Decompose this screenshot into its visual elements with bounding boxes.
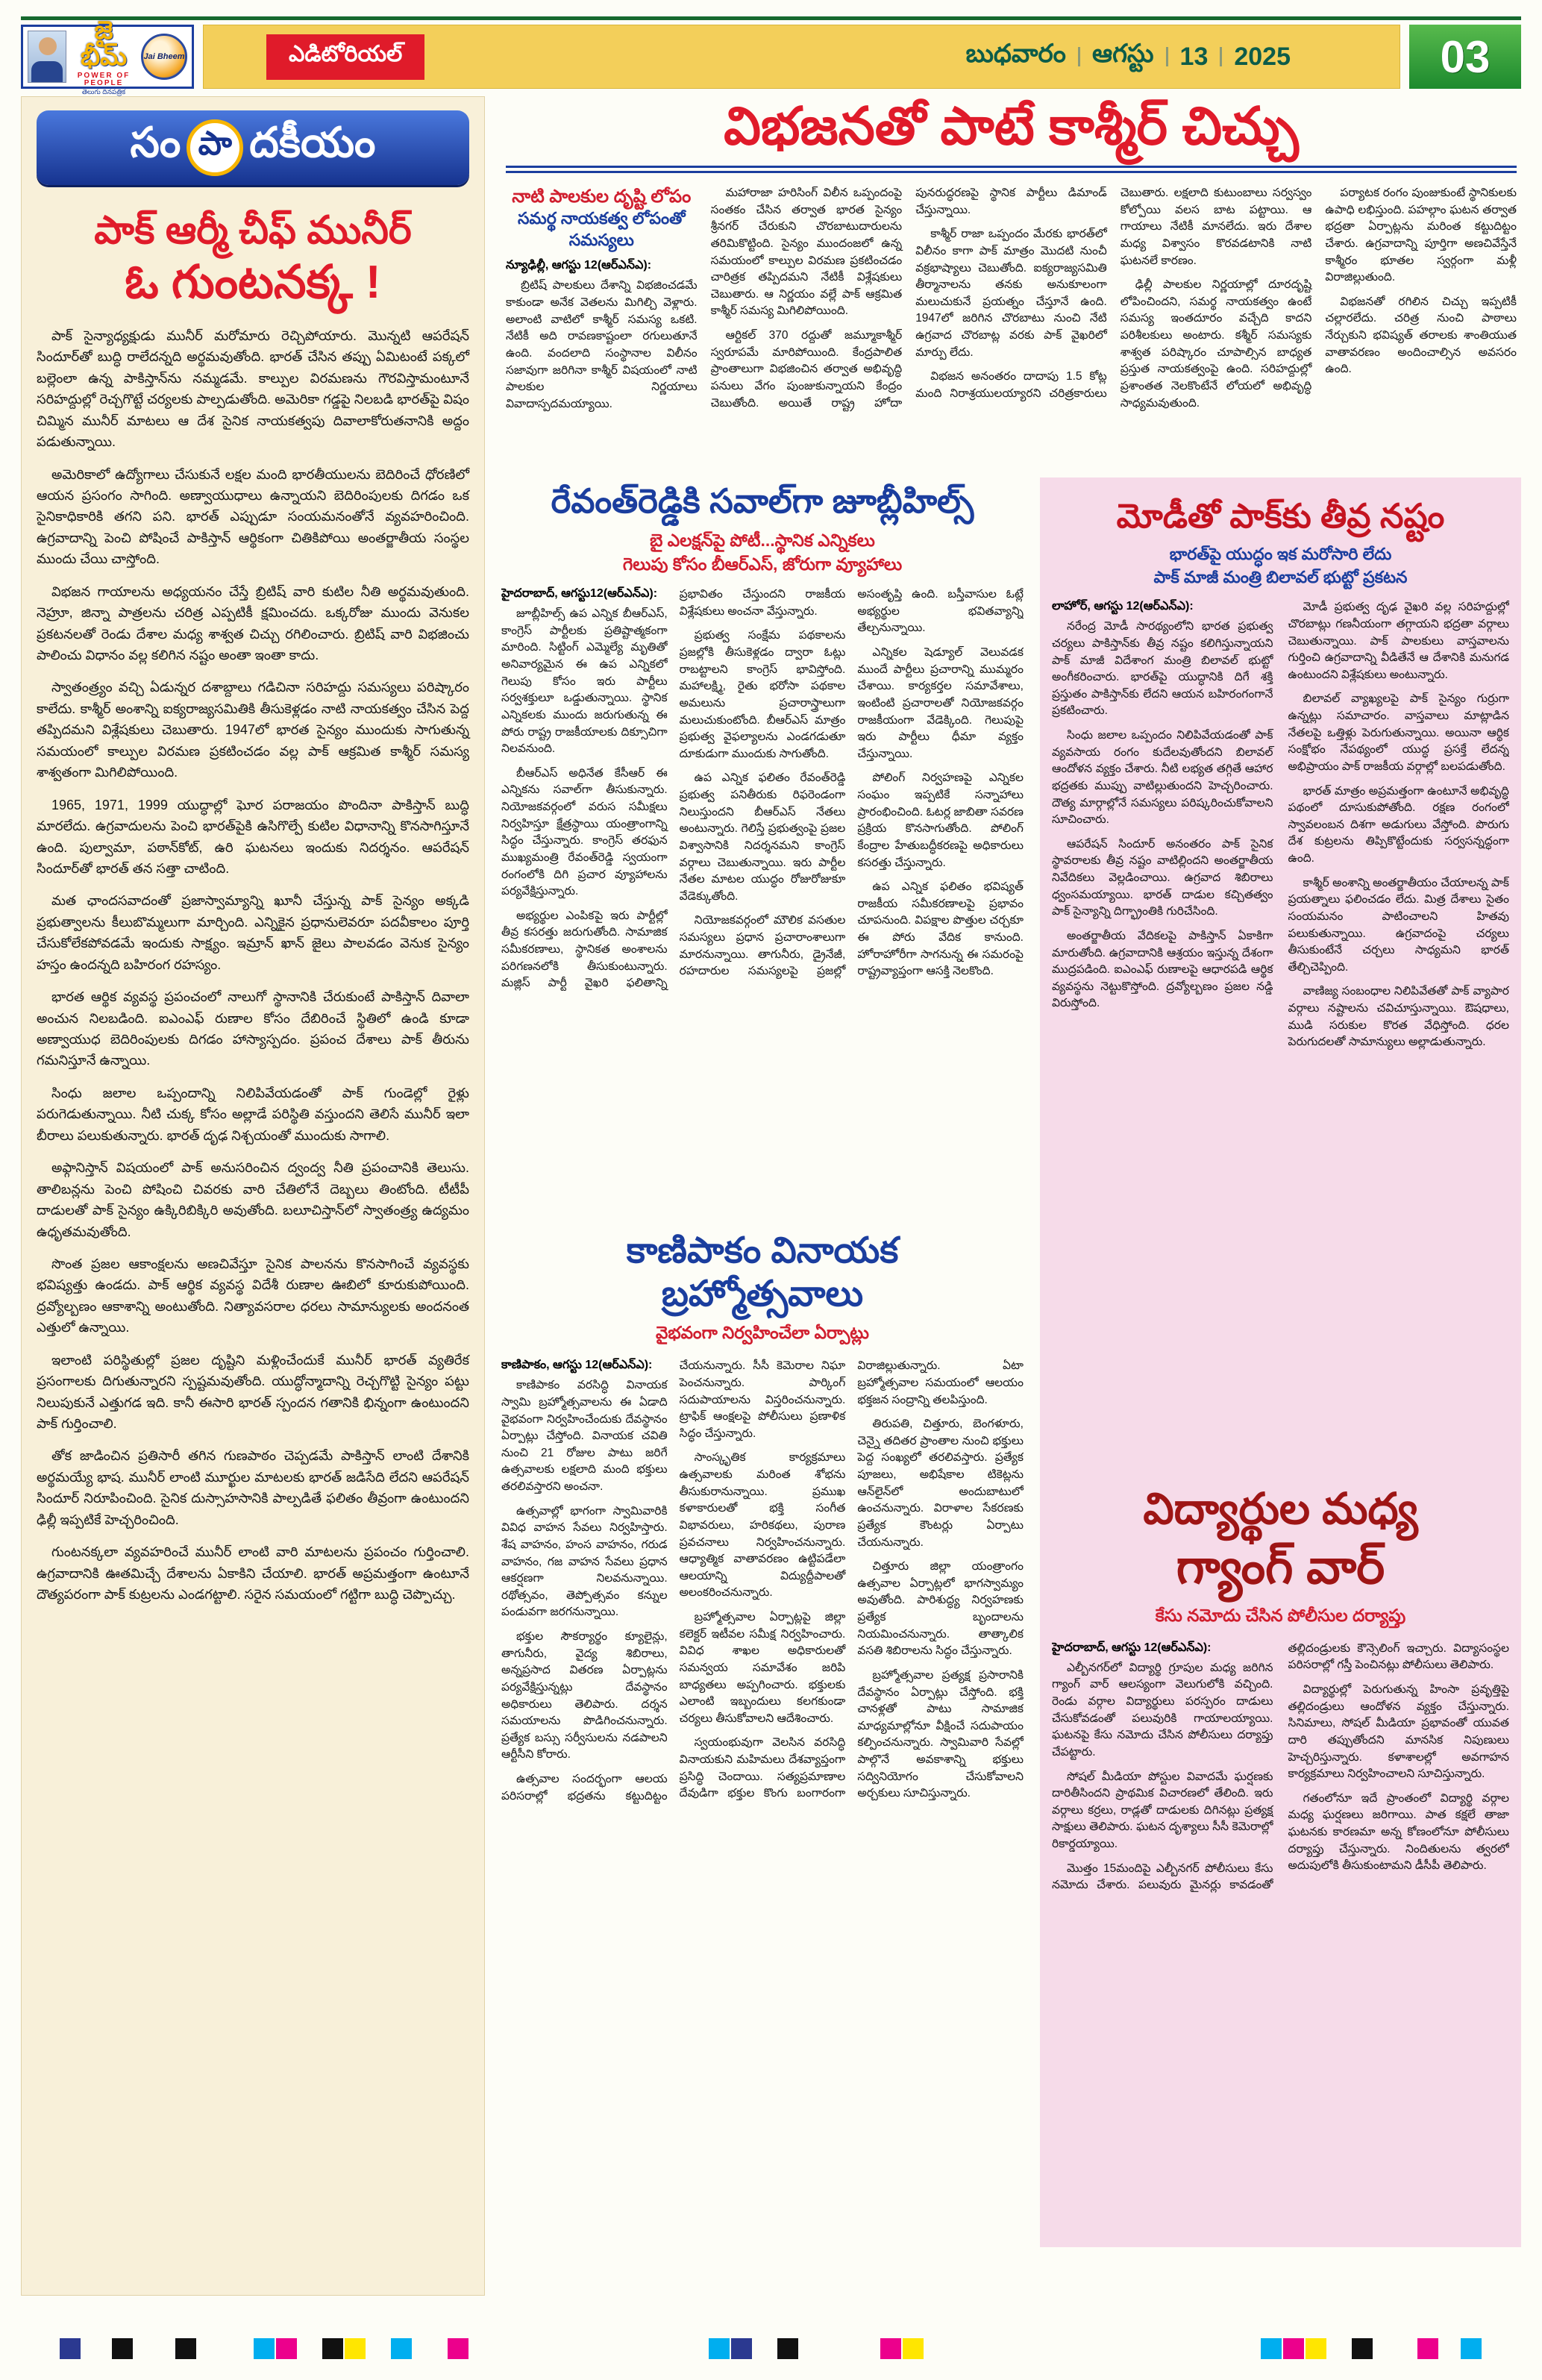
lower-sections	[501, 477, 1521, 2247]
jubilee-subhead	[501, 528, 1024, 576]
article-paragraph: పాక్ సైన్యాధ్యక్షుడు మునీర్ మరోమారు రెచ్చిపోయారు. మొన్నటి ఆపరేషన్ సిందూర్‌తో బుద్ధి రాలేదన్నది అర్థమవుతోంది. భారత్ చేసిన తప్పు ఏమిటంటే పక్కలో బల్లెంలా ఉన్న పాకిస్తాన్‌ను నమ్మడమే. కాల్పుల విరమణను గౌరవిస్తామంటూనే సరిహద్దుల్లో రెచ్చగొట్టే చర్యలకు పాల్పడుతోంది. అమెరికా గడ్డపై నిలబడి భారత్‌పై విషం చిమ్మిన మునీర్ మాటలు ఆ దేశ సైనిక నాయకత్వపు దివాలాకోరుతనానికి అద్దం పడుతున్నాయి.	[37, 328, 469, 450]
registration-mark	[1306, 2338, 1326, 2359]
registration-strip	[0, 2338, 1542, 2361]
modi-subhead-line2: పాక్ మాజీ మంత్రి బిలావల్ భుట్టో ప్రకటన	[1153, 567, 1408, 586]
jubilee-headline: రేవంత్‌రెడ్డికి సవాల్‌గా జూబ్లీహిల్స్	[551, 482, 974, 520]
article-paragraph: సాంస్కృతిక కార్యక్రమాలు ఉత్సవాలకు మరింత శోభను తీసుకురానున్నాయి. ప్రముఖ కళాకారులతో భక్తి సంగీత విభావరులు, హరికథలు, పురాణ ప్రవచనాలు నిర్వహించనున్నారు. ఆధ్యాత్మిక వాతావరణం ఉట్టిపడేలా ఆలయాన్ని విద్యుద్దీపాలతో అలంకరించనున్నారు.	[679, 1451, 846, 1600]
registration-mark	[322, 2338, 343, 2359]
article-paragraph: ప్రభుత్వ సంక్షేమ పథకాలను ప్రజల్లోకి తీసుకెళ్లడం ద్వారా ఓట్లు రాబట్టాలని కాంగ్రెస్ భావిస్తోంది. మహాలక్ష్మి, రైతు భరోసా పథకాల అమలును ప్రచారాస్త్రాలుగా మలుచుకుంటోంది. బీఆర్ఎస్ మాత్రం ప్రభుత్వ వైఫల్యాలను ఎండగడుతూ దూకుడుగా ముందుకు సాగుతోంది.	[679, 629, 846, 760]
masthead-logo	[21, 16, 194, 95]
article-paragraph: భారత ఆర్థిక వ్యవస్థ ప్రపంచంలో నాలుగో స్థానానికి చేరుకుంటే పాకిస్తాన్ దివాలా అంచున నిలబడింది. ఐఎంఎఫ్ రుణాల కోసం దేబిరించే స్థితిలో ఉండి కూడా అణ్వాయుధ బెదిరింపులకు దిగడం హాస్యాస్పదం. ప్రపంచ దేశాలు పాక్ తీరును గమనిస్తూనే ఉన్నాయి.	[37, 989, 469, 1068]
registration-mark	[903, 2338, 924, 2359]
kashmir-headline: విభజనతో పాటే కాశ్మీర్ చిచ్చు	[506, 98, 1517, 173]
article-paragraph: స్వాతంత్ర్యం వచ్చి ఏడున్నర దశాబ్దాలు గడిచినా సరిహద్దు సమస్యలు పరిష్కారం కాలేదు. కాశ్మీర్ అంశాన్ని ఐక్యరాజ్యసమితికి తీసుకెళ్లడం నాటి నాయకత్వం చేసిన పెద్ద తప్పిదమని విశ్లేషకులు చెబుతారు. 1947లో భారత సైన్యం ముందుకు సాగుతున్న సమయంలో కాల్పుల విరమణ ప్రకటించడం వల్ల పాక్ ఆక్రమిత కాశ్మీర్ సమస్య శాశ్వతంగా మిగిలిపోయింది.	[37, 680, 469, 780]
date-separator	[1078, 47, 1080, 66]
registration-mark	[1283, 2338, 1304, 2359]
article-paragraph: పోలింగ్ నిర్వహణపై ఎన్నికల సంఘం ఇప్పటికే సన్నాహాలు ప్రారంభించింది. ఓటర్ల జాబితా సవరణ ప్రక్రియ కొనసాగుతోంది. పోలింగ్ కేంద్రాల హేతుబద్ధీకరణపై అధికారులు కసరత్తు చేస్తున్నారు.	[857, 771, 1024, 869]
registration-mark	[777, 2338, 798, 2359]
kanipakam-headline-line1: కాణిపాకం వినాయక	[626, 1231, 899, 1271]
article-paragraph: అంతర్జాతీయ వేదికలపై పాకిస్తాన్ ఏకాకిగా మారుతోంది. ఉగ్రవాదానికి ఆశ్రయం ఇస్తున్న దేశంగా ముద్రపడింది. ఐఎంఎఫ్ రుణాలపై ఆధారపడి ఆర్థిక వ్యవస్థను నెట్టుకొస్తోంది. ద్రవ్యోల్బణం ప్రజల నడ్డి విరుస్తోంది.	[1052, 929, 1273, 1010]
kanipakam-headline	[501, 1230, 1024, 1315]
article-paragraph: అభ్యర్థుల ఎంపికపై ఇరు పార్టీల్లో తీవ్ర కసరత్తు జరుగుతోంది. సామాజిక సమీకరణాలు, స్థానికత అంశాలను పరిగణనలోకి తీసుకుంటున్నారు. మజ్లిస్ పార్టీ వైఖరి ఫలితాన్ని ప్రభావితం చేస్తుందని రాజకీయ విశ్లేషకులు అంచనా వేస్తున్నారు.	[501, 588, 846, 990]
editorial-masthead-circle: పా	[187, 119, 243, 176]
editorial-headline-line2: ఓ గుంటనక్క !	[125, 257, 381, 309]
date-weekday: బుధవారం	[965, 39, 1066, 68]
article-paragraph: ఢిల్లీ పాలకుల నిర్ణయాల్లో దూరదృష్టి లోపించిందని, సమర్థ నాయకత్వం ఉంటే సమస్య ఇంతదూరం వచ్చేది కాదని పరిశీలకులు అంటారు. కశ్మీర్ సమస్యకు శాశ్వత పరిష్కారం చూపాల్సిన బాధ్యత ప్రస్తుత నాయకత్వంపై ఉంది. సరిహద్దుల్లో ప్రశాంతత నెలకొంటేనే లోయలో అభివృద్ధి సాధ్యమవుతుంది.	[1120, 278, 1312, 410]
kashmir-article-body	[506, 185, 1517, 463]
kanipakam-subhead: వైభవంగా నిర్వహించేలా ఏర్పాట్లు	[655, 1323, 870, 1343]
article-paragraph: నియోజకవర్గంలో మౌలిక వసతుల సమస్యలు ప్రధాన ప్రచారాంశాలుగా మారనున్నాయి. తాగునీరు, డ్రైనేజీ, రహదారుల సమస్యలపై ప్రజల్లో అసంతృప్తి ఉంది. బస్తీవాసుల ఓట్లే అభ్యర్థుల భవితవ్యాన్ని తేల్చనున్నాయి.	[679, 588, 1024, 978]
kanipakam-article	[501, 1230, 1024, 2210]
registration-mark	[345, 2338, 366, 2359]
article-paragraph: 1965, 1971, 1999 యుద్ధాల్లో ఘోర పరాజయం పొందినా పాకిస్తాన్ బుద్ధి మారలేదు. ఉగ్రవాదులను పెంచి భారత్‌పైకి ఉసిగొల్పే కుటిల విధానాన్ని కొనసాగిస్తూనే ఉంది. పుల్వామా, పఠాన్‌కోట్, ఉరి ఘటనలు ఇందుకు నిదర్శనం. ఆపరేషన్ సిందూర్‌తో భారత్ తన సత్తా చాటింది.	[37, 797, 469, 876]
date-separator	[1220, 47, 1222, 66]
page-header	[21, 16, 1521, 95]
article-paragraph: భక్తుల సౌకర్యార్థం క్యూలైన్లు, తాగునీరు, వైద్య శిబిరాలు, అన్నప్రసాద వితరణ ఏర్పాట్లను పర్యవేక్షిస్తున్నట్లు దేవస్థానం అధికారులు తెలిపారు. దర్శన సమయాలను పొడిగించనున్నారు. ప్రత్యేక బస్సు సర్వీసులను నడపాలని ఆర్టీసీని కోరారు.	[501, 1630, 668, 1761]
registration-mark	[276, 2338, 297, 2359]
editorial-masthead	[37, 110, 469, 185]
main-articles	[501, 96, 1521, 2296]
logo-text-block	[71, 18, 137, 96]
editorial-headline-line1: పాక్ ఆర్మీ చీఫ్ మునీర్	[94, 209, 412, 252]
kashmir-dateline: న్యూఢిల్లీ, ఆగస్టు 12(ఆర్‌ఎన్‌ఎ):	[506, 259, 652, 272]
date-month: ఆగస్టు	[1091, 39, 1154, 68]
article-paragraph: బ్రహ్మోత్సవాల ప్రత్యక్ష ప్రసారానికి దేవస్థానం ఏర్పాట్లు చేస్తోంది. భక్తి చానళ్లతో పాటు సామాజిక మాధ్యమాల్లోనూ వీక్షించే సదుపాయం కల్పించనున్నారు. స్వామివారి సేవల్లో పాల్గొనే అవకాశాన్ని భక్తులు సద్వినియోగం చేసుకోవాలని అర్చకులు సూచిస్తున్నారు.	[857, 1668, 1024, 1800]
article-paragraph: సొంత ప్రజల ఆకాంక్షలను అణచివేస్తూ సైనిక పాలనను కొనసాగించే వ్యవస్థకు భవిష్యత్తు ఉండదు. పాక్ ఆర్థిక వ్యవస్థ విదేశీ రుణాల ఊబిలో కూరుకుపోయింది. ద్రవ్యోల్బణం ఆకాశాన్ని అంటుతోంది. నిత్యావసరాల ధరలు సామాన్యులకు అందనంత ఎత్తులో ఉన్నాయి.	[37, 1256, 469, 1335]
kashmir-subhead-line2: సమర్థ నాయకత్వ లోపంతో సమస్యలు	[517, 209, 686, 249]
editorial-column	[21, 96, 485, 2296]
modi-dateline: లాహోర్, ఆగస్టు 12(ఆర్‌ఎన్‌ఎ):	[1052, 600, 1194, 613]
article-paragraph: స్వయంభువుగా వెలసిన వరసిద్ధి వినాయకుని మహిమలు దేశవ్యాప్తంగా ప్రసిద్ధి చెందాయి. సత్యప్రమాణాల దేవుడిగా భక్తుల కొంగు బంగారంగా విరాజిల్లుతున్నారు. ఏటా బ్రహ్మోత్సవాల సమయంలో ఆలయం భక్తజన సంద్రాన్ని తలపిస్తుంది.	[679, 1359, 1024, 1800]
registration-mark	[60, 2338, 81, 2359]
date-year: 2025	[1234, 42, 1291, 71]
date-separator	[1166, 47, 1168, 66]
article-paragraph: విభజన అనంతరం దాదాపు 1.5 కోట్ల మంది నిరాశ్రయులయ్యారని చరిత్రకారులు చెబుతారు. లక్షలాది కుటుంబాలు సర్వస్వం కోల్పోయి వలస బాట పట్టాయి. ఆ గాయాలు నేటికీ మానలేదు. ఇరు దేశాల మధ్య విశ్వాసం కొరవడటానికి నాటి ఘటనలే కారణం.	[915, 187, 1312, 400]
article-paragraph: మొత్తం 15మందిపై ఎల్బీనగర్ పోలీసులు కేసు నమోదు చేశారు. పలువురు మైనర్లు కావడంతో తల్లిదండ్రులకు కౌన్సెలింగ్ ఇచ్చారు. విద్యాసంస్థల పరిసరాల్లో గస్తీ పెంచినట్లు పోలీసులు తెలిపారు.	[1052, 1641, 1509, 1892]
kashmir-subhead-line1: నాటి పాలకుల దృష్టి లోపం	[512, 187, 692, 207]
article-paragraph: తోక జాడించిన ప్రతిసారీ తగిన గుణపాఠం చెప్పడమే పాకిస్తాన్ లాంటి దేశానికి అర్థమయ్యే భాష. మునీర్ లాంటి మూర్ఖుల మాటలకు భారత్ జడిసేది లేదని ఆపరేషన్ సిందూర్ నిరూపించింది. సైనిక దుస్సాహసానికి పాల్పడితే ఫలితం తీవ్రంగా ఉంటుందని ఢిల్లీ ఇప్పటికే హెచ్చరించింది.	[37, 1448, 469, 1527]
article-paragraph: ఆర్టికల్ 370 రద్దుతో జమ్మూకాశ్మీర్ స్వరూపమే మారిపోయింది. కేంద్రపాలిత ప్రాంతాలుగా విభజించిన తర్వాత అభివృద్ధి పనులు వేగం పుంజుకున్నాయని కేంద్రం చెబుతోంది. అయితే రాష్ట్ర హోదా పునరుద్ధరణపై స్థానిక పార్టీలు డిమాండ్ చేస్తున్నాయి.	[710, 187, 1107, 410]
article-paragraph: సింధు జలాల ఒప్పందాన్ని నిలిపివేయడంతో పాక్ గుండెల్లో రైళ్లు పరుగెడుతున్నాయి. నీటి చుక్క కోసం అల్లాడే పరిస్థితి వస్తుందని తెలిసే మునీర్ ఇలా బీరాలు పలుకుతున్నారు. భారత్ దృఢ నిశ్చయంతో ముందుకు సాగాలి.	[37, 1085, 469, 1143]
registration-mark	[1461, 2338, 1482, 2359]
page-number-badge: 03	[1409, 25, 1521, 89]
article-paragraph: గతంలోనూ ఇదే ప్రాంతంలో విద్యార్థి వర్గాల మధ్య ఘర్షణలు జరిగాయి. పాత కక్షలే తాజా ఘటనకు కారణమా అన్న కోణంలోనూ పోలీసులు దర్యాప్తు చేస్తున్నారు. నిందితులను త్వరలో అదుపులోకి తీసుకుంటామని డీసీపీ తెలిపారు.	[1288, 1791, 1509, 1873]
article-paragraph: చిత్తూరు జిల్లా యంత్రాంగం ఉత్సవాల ఏర్పాట్లలో భాగస్వామ్యం అవుతోంది. పారిశుద్ధ్య నిర్వహణకు ప్రత్యేక బృందాలను నియమించనున్నారు. తాత్కాలిక వసతి శిబిరాలను సిద్ధం చేస్తున్నారు.	[857, 1560, 1024, 1658]
registration-mark	[1417, 2338, 1438, 2359]
gangwar-headline-line2: గ్యాంగ్ వార్	[1176, 1539, 1385, 1594]
article-paragraph: ఉప ఎన్నిక ఫలితం భవిష్యత్ రాజకీయ సమీకరణాలపై ప్రభావం చూపనుంది. విపక్షాల పొత్తుల చర్చకూ ఈ పోరు వేదిక కానుంది. హోరాహోరీగా సాగనున్న ఈ సమరంపై రాష్ట్రవ్యాప్తంగా ఆసక్తి నెలకొంది.	[857, 880, 1024, 978]
article-paragraph: ఉత్సవాల సందర్భంగా ఆలయ పరిసరాల్లో భద్రతను కట్టుదిట్టం చేయనున్నారు. సీసీ కెమెరాల నిఘా పెంచనున్నారు. పార్కింగ్ సదుపాయాలను విస్తరించనున్నారు. ట్రాఫిక్ ఆంక్షలపై పోలీసులు ప్రణాళిక సిద్ధం చేస్తున్నారు.	[501, 1359, 846, 1803]
jubilee-article	[501, 482, 1024, 1207]
modi-headline: మోడీతో పాక్‌కు తీవ్ర నష్టం	[1116, 497, 1445, 535]
article-paragraph: భారత్ మాత్రం అప్రమత్తంగా ఉంటూనే అభివృద్ధి పథంలో దూసుకుపోతోంది. రక్షణ రంగంలో స్వావలంబన దిశగా అడుగులు వేస్తోంది. పొరుగు దేశ కుట్రలను తిప్పికొట్టేందుకు సర్వసన్నద్ధంగా ఉంది.	[1288, 784, 1509, 865]
gangwar-headline	[1052, 1482, 1509, 1597]
article-paragraph: ఎన్నికల షెడ్యూల్ వెలువడక ముందే పార్టీలు ప్రచారాన్ని ముమ్మరం చేశాయి. కార్యకర్తల సమావేశాలు, ఇంటింటి ప్రచారాలతో నియోజకవర్గం రాజకీయంగా వేడెక్కింది. గెలుపుపై ఇరు పార్టీలు ధీమా వ్యక్తం చేస్తున్నాయి.	[857, 646, 1024, 760]
article-paragraph: కాణిపాకం వరసిద్ధి వినాయక స్వామి బ్రహ్మోత్సవాలను ఈ ఏడాది వైభవంగా నిర్వహించేందుకు దేవస్థానం ఏర్పాట్లు చేస్తోంది. వినాయక చవితి నుంచి 21 రోజుల పాటు జరిగే ఉత్సవాలకు లక్షలాది మంది భక్తులు తరలివస్తారని అంచనా.	[501, 1379, 668, 1494]
editorial-body	[37, 325, 469, 1606]
middle-column	[501, 477, 1024, 2247]
article-paragraph: తిరుపతి, చిత్తూరు, బెంగళూరు, చెన్నై తదితర ప్రాంతాల నుంచి భక్తులు పెద్ద సంఖ్యలో తరలివస్తారు. ప్రత్యేక పూజలు, అభిషేకాల టికెట్లను ఆన్‌లైన్‌లో అందుబాటులో ఉంచనున్నారు. విరాళాల సేకరణకు ప్రత్యేక కౌంటర్లు ఏర్పాటు చేయనున్నారు.	[857, 1418, 1024, 1549]
jubilee-dateline: హైదరాబాద్, ఆగస్టు12(ఆర్‌ఎన్‌ఎ):	[501, 587, 658, 601]
article-paragraph: ఉత్సవాల్లో భాగంగా స్వామివారికి వివిధ వాహన సేవలు నిర్వహిస్తారు. శేష వాహనం, హంస వాహనం, గరుడ వాహనం, గజ వాహన సేవలు ప్రధాన ఆకర్షణగా నిలవనున్నాయి. రథోత్సవం, తెప్పోత్సవం కన్నుల పండువగా జరగనున్నాయి.	[501, 1504, 668, 1619]
article-paragraph: బ్రహ్మోత్సవాల ఏర్పాట్లపై జిల్లా కలెక్టర్ ఇటీవల సమీక్ష నిర్వహించారు. వివిధ శాఖల అధికారులతో సమన్వయ సమావేశం జరిపి బాధ్యతలు అప్పగించారు. భక్తులకు ఎలాంటి ఇబ్బందులు కలగకుండా చర్యలు తీసుకోవాలని ఆదేశించారు.	[679, 1611, 846, 1725]
article-paragraph: మోడీ ప్రభుత్వ దృఢ వైఖరి వల్ల సరిహద్దుల్లో చొరబాట్లు గణనీయంగా తగ్గాయని భద్రతా వర్గాలు చెబుతున్నాయి. పాక్ పాలకులు వాస్తవాలను గుర్తించి ఉగ్రవాదాన్ని వీడితేనే ఆ దేశానికి మనుగడ ఉంటుందని విశ్లేషకులు అంటున్నారు.	[1288, 601, 1509, 681]
date-day: 13	[1179, 42, 1209, 71]
article-paragraph: సింధు జలాల ఒప్పందం నిలిపివేయడంతో పాక్ వ్యవసాయ రంగం కుదేలవుతోందని బిలావల్ ఆందోళన వ్యక్తం చేశారు. నీటి లభ్యత తగ్గితే ఆహార భద్రతకు ముప్పు వాటిల్లుతుందని హెచ్చరించారు. దౌత్య మార్గాల్లోనే సమస్యలు పరిష్కరించుకోవాలని సూచించారు.	[1052, 729, 1273, 827]
registration-mark	[112, 2338, 133, 2359]
header-band	[203, 25, 1400, 89]
article-paragraph: సోషల్ మీడియా పోస్టుల వివాదమే ఘర్షణకు దారితీసిందని ప్రాథమిక విచారణలో తేలింది. ఇరు వర్గాలు కర్రలు, రాడ్లతో దాడులకు దిగినట్లు ప్రత్యక్ష సాక్షులు తెలిపారు. ఘటన దృశ్యాలు సీసీ కెమెరాల్లో రికార్డయ్యాయి.	[1052, 1770, 1273, 1851]
article-paragraph: ఎల్బీనగర్‌లో విద్యార్థి గ్రూపుల మధ్య జరిగిన గ్యాంగ్ వార్ ఆలస్యంగా వెలుగులోకి వచ్చింది. రెండు వర్గాల విద్యార్థులు పరస్పరం దాడులు చేసుకోవడంతో పలువురికి గాయాలయ్యాయి. ఘటనపై కేసు నమోదు చేసిన పోలీసులు దర్యాప్తు చేపట్టారు.	[1052, 1661, 1273, 1759]
ambedkar-photo	[28, 31, 66, 83]
jubilee-subhead-line1: బై ఎలక్షన్‌పై పోటీ...స్థానిక ఎన్నికలు	[650, 530, 875, 550]
article-paragraph: బీఆర్ఎస్ అధినేత కేసీఆర్ ఈ ఎన్నికను సవాల్‌గా తీసుకున్నారు. నియోజకవర్గంలో వరుస సమీక్షలు నిర్వహిస్తూ క్షేత్రస్థాయి యంత్రాంగాన్ని సిద్ధం చేస్తున్నారు. కాంగ్రెస్ తరఫున ముఖ్యమంత్రి రేవంత్‌రెడ్డి స్వయంగా రంగంలోకి దిగి ప్రచార వ్యూహాలను పర్యవేక్షిస్తున్నారు.	[501, 766, 668, 898]
article-paragraph: నరేంద్ర మోడీ సారథ్యంలోని భారత ప్రభుత్వ చర్యలు పాకిస్తాన్‌కు తీవ్ర నష్టం కలిగిస్తున్నాయని పాక్ మాజీ విదేశాంగ మంత్రి బిలావల్ భుట్టో అంగీకరించారు. భారత్‌పై యుద్ధానికి దిగే శక్తి ప్రస్తుతం పాకిస్తాన్‌కు లేదని ఆయన బహిరంగంగానే ప్రకటించారు.	[1052, 620, 1273, 718]
article-paragraph: కాశ్మీర్ అంశాన్ని అంతర్జాతీయం చేయాలన్న పాక్ ప్రయత్నాలు ఫలించడం లేదు. మిత్ర దేశాలు సైతం సంయమనం పాటించాలని హితవు పలుకుతున్నాయి. ఉగ్రవాదంపై చర్యలు తీసుకుంటేనే చర్చలు సాధ్యమని భారత్ తేల్చిచెప్పింది.	[1288, 876, 1509, 974]
article-paragraph: కాశ్మీర్ రాజా ఒప్పందం మేరకు భారత్‌లో విలీనం కాగా పాక్ మాత్రం మొదటి నుంచీ వక్రభాష్యాలు చెబుతోంది. ఐక్యరాజ్యసమితి తీర్మానాలను తనకు అనుకూలంగా మలుచుకునే ప్రయత్నం చేస్తూనే ఉంది. 1947లో జరిగిన చొరబాటు నుంచి నేటి ఉగ్రవాద చొరబాట్ల వరకు పాక్ వైఖరిలో మార్పు లేదు.	[915, 228, 1107, 359]
article-paragraph: జూబ్లీహిల్స్ ఉప ఎన్నిక బీఆర్ఎస్, కాంగ్రెస్ పార్టీలకు ప్రతిష్టాత్మకంగా మారింది. సిట్టింగ్ ఎమ్మెల్యే మృతితో అనివార్యమైన ఈ ఉప ఎన్నికలో గెలుపు కోసం ఇరు పార్టీలు సర్వశక్తులూ ఒడ్డుతున్నాయి. స్థానిక ఎన్నికలకు ముందు జరుగుతున్న ఈ పోరు రాష్ట్ర రాజకీయాలకు దిక్సూచిగా నిలవనుంది.	[501, 607, 668, 756]
registration-mark	[175, 2338, 196, 2359]
editorial-headline	[37, 207, 469, 312]
article-paragraph: వాణిజ్య సంబంధాల నిలిపివేతతో పాక్ వ్యాపార వర్గాలు నష్టాలను చవిచూస్తున్నాయి. ఔషధాలు, ముడి సరుకుల కొరత వేధిస్తోంది. ధరల పెరుగుదలతో సామాన్యులు అల్లాడుతున్నారు.	[1288, 985, 1509, 1049]
article-paragraph: మత ఛాందసవాదంతో ప్రజాస్వామ్యాన్ని ఖూనీ చేస్తున్న పాక్ సైన్యం అక్కడి ప్రభుత్వాలను కీలుబొమ్మలుగా మార్చింది. ఎన్నికైన ప్రధానులెవరూ పదవీకాలం పూర్తి చేసుకోలేకపోవడమే ఇందుకు సాక్ష్యం. ఇమ్రాన్ ఖాన్ జైలు పాలవడం వెనుక సైన్యం హస్తం ఉందన్నది బహిరంగ రహస్యం.	[37, 893, 469, 972]
registration-mark	[391, 2338, 412, 2359]
kanipakam-article-body	[501, 1358, 1024, 2210]
jaibheem-emblem-icon	[141, 34, 187, 80]
article-paragraph: బ్రిటిష్ పాలకులు దేశాన్ని విభజించడమే కాకుండా అనేక వెతలను మిగిల్చి వెళ్లారు. అలాంటి వాటిలో కాశ్మీర్ సమస్య ఒకటి. నేటికీ అది రావణకాష్టంలా రగులుతూనే ఉంది. వందలాది సంస్థానాల విలీనం సజావుగా జరిగినా కాశ్మీర్ విషయంలో నాటి పాలకుల నిర్ణయాలు వివాదాస్పదమయ్యాయి.	[506, 279, 698, 410]
modi-article-body	[1052, 599, 1509, 1456]
modi-subhead	[1052, 543, 1509, 589]
logo-title: జై భీమ్	[80, 16, 128, 72]
editorial-masthead-part2: దకీయం	[249, 119, 376, 166]
article-paragraph: విభజన గాయాలను అధ్యయనం చేస్తే బ్రిటిష్ వారి కుటిల నీతి అర్థమవుతుంది. నెహ్రూ, జిన్నా పాత్రలను చరిత్ర ఎప్పటికీ క్షమించదు. ఒక్కరోజు ముందు వెనుకల ప్రకటనలతో రెండు దేశాల మధ్య శాశ్వత చిచ్చు రగిలించారు. బ్రిటిష్ వారి విభజించు పాలించు విధానం వల్ల కలిగిన నష్టం అంతా ఇంతా కాదు.	[37, 583, 469, 663]
article-paragraph: మహారాజా హరిసింగ్ విలీన ఒప్పందంపై సంతకం చేసిన తర్వాత భారత సైన్యం శ్రీనగర్ చేరుకుని చొరబాటుదారులను తరిమికొట్టింది. సైన్యం ముందంజలో ఉన్న సమయంలో కాల్పుల విరమణ ప్రకటించడం చారిత్రక తప్పిదమని నేటికీ విశ్లేషకులు చెబుతారు. ఆ నిర్ణయం వల్లే పాక్ ఆక్రమిత కాశ్మీర్ సమస్య మిగిలిపోయింది.	[710, 187, 903, 318]
article-paragraph: అఫ్గానిస్తాన్ విషయంలో పాక్ అనుసరించిన ద్వంద్వ నీతి ప్రపంచానికి తెలుసు. తాలిబన్లను పెంచి పోషించి చివరకు వారి చేతిలోనే దెబ్బలు తింటోంది. టీటీపీ దాడులతో పాక్ సైన్యం ఉక్కిరిబిక్కిరి అవుతోంది. బలూచిస్తాన్‌లో స్వాతంత్ర్య ఉద్యమం ఉధృతమవుతోంది.	[37, 1160, 469, 1239]
emblem-label: Jai Bheem	[143, 52, 185, 61]
modi-subhead-line1: భారత్‌పై యుద్ధం ఇక మరోసారి లేదు	[1169, 544, 1392, 563]
gangwar-subhead: కేసు నమోదు చేసిన పోలీసుల దర్యాప్తు	[1155, 1605, 1406, 1625]
article-paragraph: విద్యార్థుల్లో పెరుగుతున్న హింసా ప్రవృత్తిపై తల్లిదండ్రులు ఆందోళన వ్యక్తం చేస్తున్నారు. సినిమాలు, సోషల్ మీడియా ప్రభావంతో యువత దారి తప్పుతోందని మానసిక నిపుణులు హెచ్చరిస్తున్నారు. కళాశాలల్లో అవగాహన కార్యక్రమాలు నిర్వహించాలని సూచిస్తున్నారు.	[1288, 1683, 1509, 1781]
modi-article	[1052, 497, 1509, 1456]
content-area	[21, 96, 1521, 2296]
article-paragraph: విభజనతో రగిలిన చిచ్చు ఇప్పటికీ చల్లారలేదు. చరిత్ర నుంచి పాఠాలు నేర్చుకుని భవిష్యత్ తరాలకు శాంతియుత వాతావరణం అందించాల్సిన అవసరం ఉంది.	[1325, 295, 1517, 376]
gangwar-headline-line1: విద్యార్థుల మధ్య	[1143, 1485, 1418, 1534]
registration-mark	[1261, 2338, 1282, 2359]
page-date	[966, 40, 1291, 75]
article-paragraph: గుంటనక్కలా వ్యవహరించే మునీర్ లాంటి వారి మాటలను ప్రపంచం గుర్తించాలి. ఉగ్రవాదానికి ఊతమిచ్చే దేశాలను ఏకాకిని చేయాలి. భారత్ అప్రమత్తంగా ఉంటూనే దౌత్యపరంగా పాక్ కుట్రలను ఎండగట్టాలి. సరైన సమయంలో గట్టిగా బుద్ధి చెప్పొచ్చు.	[37, 1544, 469, 1603]
section-label: ఎడిటోరియల్	[266, 34, 424, 80]
top-rule	[21, 16, 1521, 20]
gangwar-article	[1052, 1482, 1509, 2067]
article-paragraph: ఉప ఎన్నిక ఫలితం రేవంత్‌రెడ్డి ప్రభుత్వ పనితీరుకు రిఫరెండంగా నిలుస్తుందని బీఆర్ఎస్ నేతలు అంటున్నారు. గెలిస్తే ప్రభుత్వంపై ప్రజల విశ్వాసానికి నిదర్శనమని కాంగ్రెస్ వర్గాలు చెబుతున్నాయి. ఇరు పార్టీల నేతల మాటల యుద్ధం రోజురోజుకూ వేడెక్కుతోంది.	[679, 771, 846, 903]
registration-mark	[448, 2338, 468, 2359]
gangwar-dateline: హైదరాబాద్, ఆగస్టు 12(ఆర్‌ఎన్‌ఎ):	[1052, 1641, 1212, 1654]
logo-subtitle: తెలుగు దినపత్రిక	[81, 87, 126, 95]
kanipakam-headline-line2: బ్రహ్మోత్సవాలు	[661, 1274, 864, 1314]
kanipakam-dateline: కాణిపాకం, ఆగస్టు 12(ఆర్‌ఎన్‌ఎ):	[501, 1359, 653, 1372]
logo-tagline: POWER OF PEOPLE	[77, 71, 131, 88]
right-column	[1040, 477, 1521, 2247]
registration-mark	[1352, 2338, 1373, 2359]
registration-mark	[709, 2338, 730, 2359]
registration-mark	[880, 2338, 901, 2359]
registration-mark	[254, 2338, 275, 2359]
jubilee-article-body	[501, 586, 1024, 1207]
registration-mark	[731, 2338, 752, 2359]
article-paragraph: అమెరికాలో ఉద్యోగాలు చేసుకునే లక్షల మంది భారతీయులను బెదిరించే ధోరణిలో ఆయన ప్రసంగం సాగింది. అణ్వాయుధాలు ఉన్నాయని బెదిరింపులకు దిగడం ఒక సైనికాధికారికి తగని పని. భారత్ ఎప్పుడూ సంయమనంతోనే వ్యవహరించింది. ఉగ్రవాదాన్ని పెంచి పోషించే పాకిస్తాన్ ఆర్థికంగా చితికిపోయి అంతర్జాతీయ సంస్థల ముందు చేయి చాస్తోంది.	[37, 466, 469, 567]
article-paragraph: పర్యాటక రంగం పుంజుకుంటే స్థానికులకు ఉపాధి లభిస్తుంది. పహల్గాం ఘటన తర్వాత భద్రతా ఏర్పాట్లను మరింత కట్టుదిట్టం చేశారు. ఉగ్రవాదాన్ని పూర్తిగా అణచివేస్తేనే కాశ్మీరం భూతల స్వర్గంగా మళ్లీ విరాజిల్లుతుంది.	[1325, 187, 1517, 284]
article-paragraph: ఆపరేషన్ సిందూర్ అనంతరం పాక్ సైనిక స్థావరాలకు తీవ్ర నష్టం వాటిల్లిందని అంతర్జాతీయ నివేదికలు వెల్లడించాయి. ఉగ్రవాద శిబిరాలు ధ్వంసమయ్యాయి. భారత్ దాడుల కచ్చితత్వం పాక్ సైన్యాన్ని దిగ్భ్రాంతికి గురిచేసింది.	[1052, 837, 1273, 918]
jubilee-subhead-line2: గెలుపు కోసం బీఆర్ఎస్, జోరుగా వ్యూహాలు	[622, 554, 903, 574]
editorial-masthead-part1: సం	[130, 119, 181, 166]
article-paragraph: ఇలాంటి పరిస్థితుల్లో ప్రజల దృష్టిని మళ్లించేందుకే మునీర్ భారత్ వ్యతిరేక ప్రసంగాలకు దిగుతున్నారని స్పష్టమవుతోంది. యుద్ధోన్మాదాన్ని రెచ్చగొట్టి సైన్యం పట్టు నిలుపుకునే ఎత్తుగడ ఇది. కానీ ఈసారి భారత్ స్పందన గతానికి భిన్నంగా ఉంటుందని పాక్ గుర్తించాలి.	[37, 1352, 469, 1432]
gangwar-article-body	[1052, 1641, 1509, 2067]
article-paragraph: బిలావల్ వ్యాఖ్యలపై పాక్ సైన్యం గుర్రుగా ఉన్నట్లు సమాచారం. వాస్తవాలు మాట్లాడిన నేతలపై ఒత్తిళ్లు పెరుగుతున్నాయి. అయినా ఆర్థిక సంక్షోభం నేపథ్యంలో యుద్ధ ప్రసక్తే లేదన్న అభిప్రాయం పాక్ రాజకీయ వర్గాల్లో బలపడుతోంది.	[1288, 692, 1509, 773]
